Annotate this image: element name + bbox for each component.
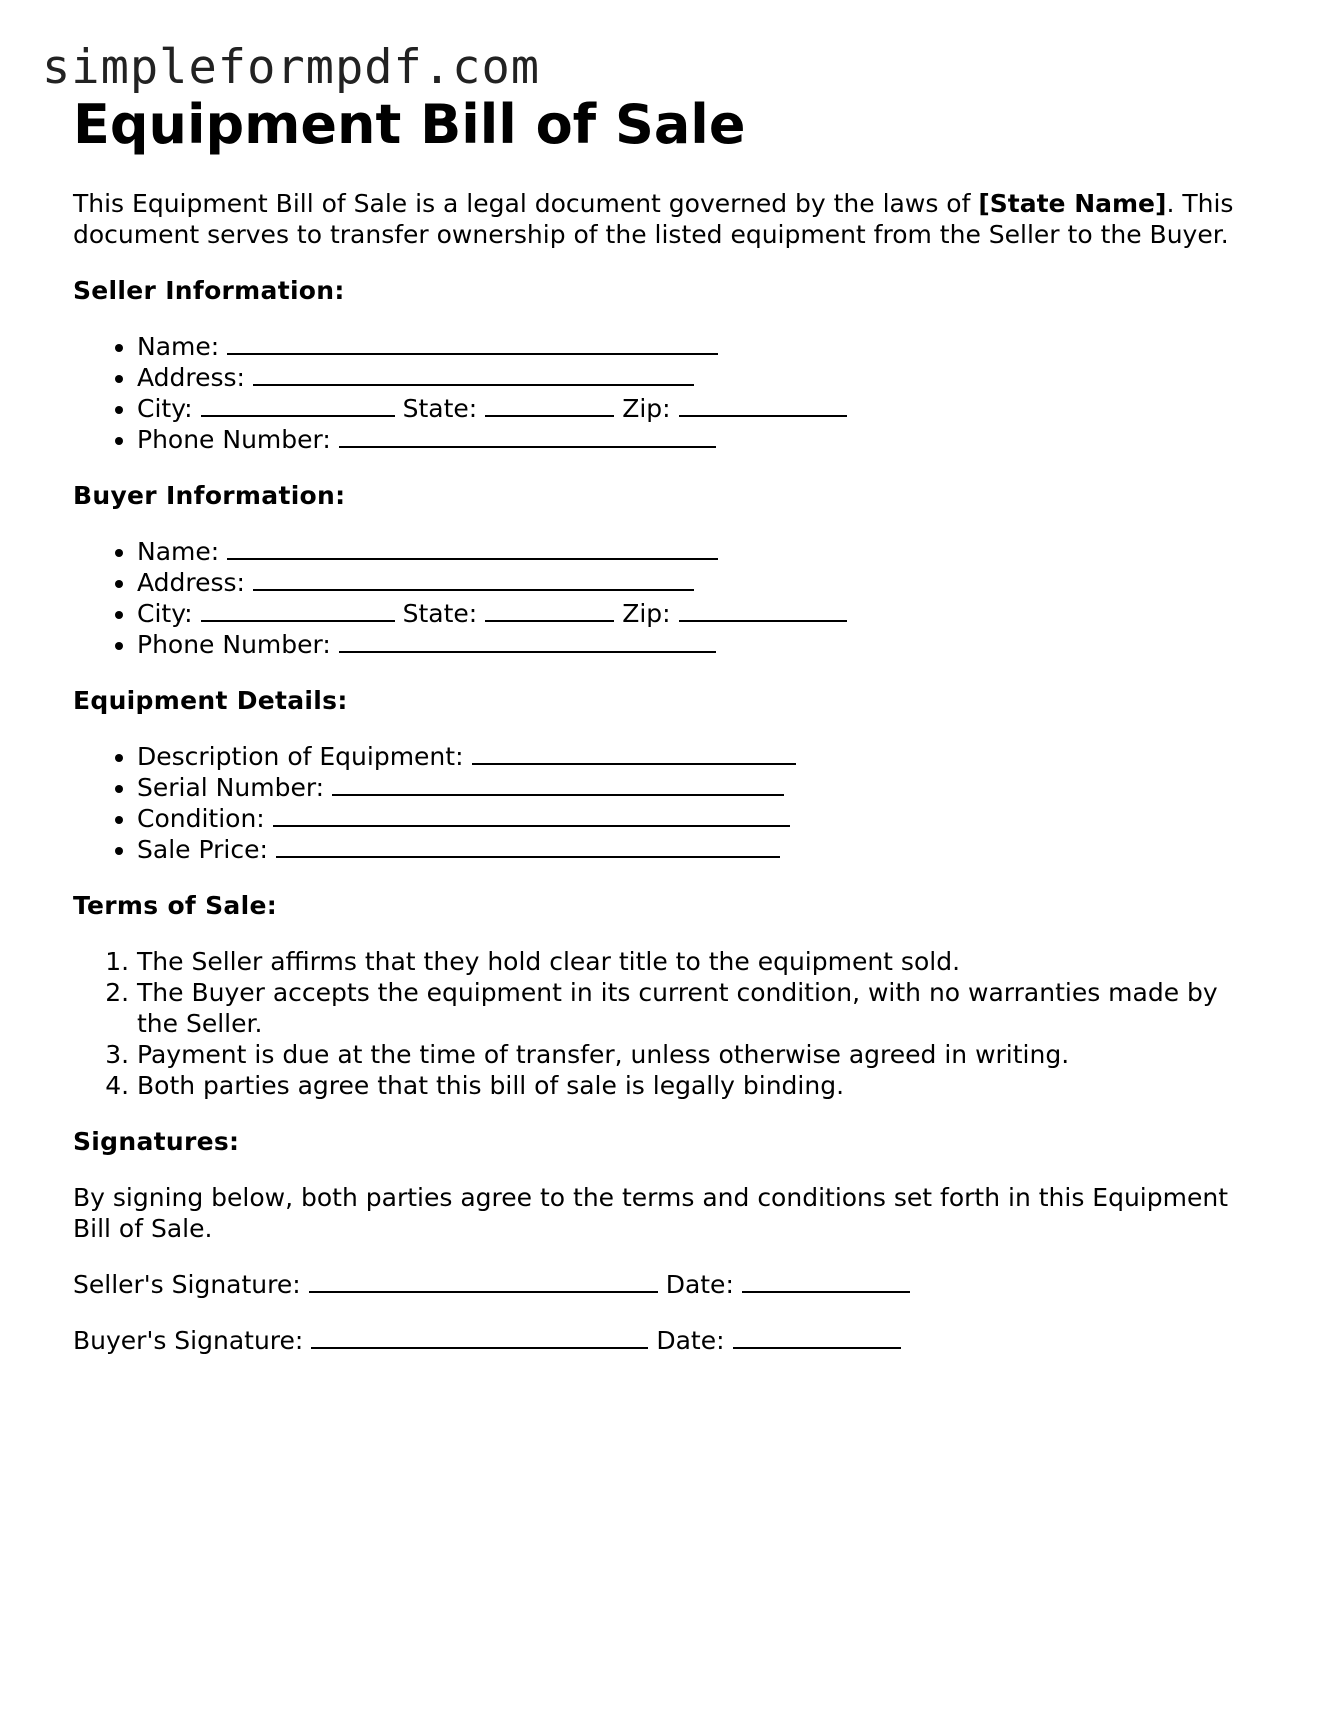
seller-zip-field[interactable] <box>679 393 847 417</box>
equipment-fields <box>73 741 1253 865</box>
seller-city-item <box>137 393 1253 424</box>
equipment-condition-item <box>137 803 1253 834</box>
seller-name-field[interactable] <box>227 331 718 355</box>
intro-text-end: . This document serves to transfer ownership of the listed equipment from the Seller to the Buyer. <box>73 189 1234 249</box>
seller-city-label: City: <box>137 394 193 423</box>
buyer-phone-label: Phone Number: <box>137 630 331 659</box>
buyer-signature-field[interactable] <box>311 1325 648 1349</box>
buyer-name-item <box>137 536 1253 567</box>
intro-text-start: This Equipment Bill of Sale is a legal document governed by the laws of <box>73 189 979 218</box>
seller-signature-field[interactable] <box>309 1269 658 1293</box>
equipment-price-field[interactable] <box>276 834 780 858</box>
seller-date-field[interactable] <box>742 1269 910 1293</box>
terms-item: 1. The Seller affirms that they hold clear title to the equipment sold. <box>137 946 1253 977</box>
buyer-date-field[interactable] <box>733 1325 901 1349</box>
buyer-phone-field[interactable] <box>339 629 716 653</box>
equipment-serial-label: Serial Number: <box>137 773 325 802</box>
seller-heading: Seller Information: <box>73 276 345 305</box>
signatures-heading: Signatures: <box>73 1127 240 1156</box>
equipment-serial-item <box>137 772 1253 803</box>
terms-item: 4. Both parties agree that this bill of sale is legally binding. <box>137 1070 1253 1101</box>
seller-name-label: Name: <box>137 332 220 361</box>
buyer-fields <box>73 536 1253 660</box>
buyer-city-label: City: <box>137 599 193 628</box>
state-name-placeholder: [State Name] <box>978 189 1167 218</box>
page-title: Equipment Bill of Sale <box>73 93 746 156</box>
signature-lines <box>73 1269 1253 1356</box>
buyer-heading: Buyer Information: <box>73 481 346 510</box>
terms-item: 2. The Buyer accepts the equipment in its current condition, with no warranties made by the Seller. <box>137 977 1253 1039</box>
document-body <box>73 92 1253 1356</box>
seller-signature-row <box>73 1269 1253 1300</box>
signatures-statement: By signing below, both parties agree to the terms and conditions set forth in this Equipment Bill of Sale. <box>73 1183 1229 1243</box>
seller-date-label: Date: <box>665 1270 734 1299</box>
seller-phone-label: Phone Number: <box>137 425 331 454</box>
buyer-address-field[interactable] <box>253 567 694 591</box>
seller-phone-field[interactable] <box>339 424 716 448</box>
intro-paragraph <box>73 188 1253 250</box>
equipment-serial-field[interactable] <box>332 772 784 796</box>
buyer-date-label: Date: <box>656 1326 725 1355</box>
seller-address-field[interactable] <box>253 362 694 386</box>
equipment-description-item <box>137 741 1253 772</box>
watermark-text: simpleformpdf.com <box>42 40 541 95</box>
seller-state-field[interactable] <box>485 393 614 417</box>
seller-zip-label: Zip: <box>622 394 671 423</box>
seller-state-label: State: <box>402 394 478 423</box>
buyer-signature-label: Buyer's Signature: <box>73 1326 304 1355</box>
seller-phone-item <box>137 424 1253 455</box>
buyer-name-field[interactable] <box>227 536 718 560</box>
seller-fields <box>73 331 1253 455</box>
terms-heading: Terms of Sale: <box>73 891 278 920</box>
buyer-phone-item <box>137 629 1253 660</box>
buyer-city-field[interactable] <box>201 598 395 622</box>
equipment-condition-field[interactable] <box>273 803 790 827</box>
buyer-state-field[interactable] <box>485 598 614 622</box>
buyer-signature-row <box>73 1325 1253 1356</box>
buyer-address-item <box>137 567 1253 598</box>
equipment-description-label: Description of Equipment: <box>137 742 464 771</box>
seller-city-field[interactable] <box>201 393 395 417</box>
seller-name-item <box>137 331 1253 362</box>
buyer-name-label: Name: <box>137 537 220 566</box>
buyer-city-item <box>137 598 1253 629</box>
buyer-state-label: State: <box>402 599 478 628</box>
equipment-price-label: Sale Price: <box>137 835 268 864</box>
equipment-description-field[interactable] <box>472 741 796 765</box>
buyer-address-label: Address: <box>137 568 245 597</box>
equipment-price-item <box>137 834 1253 865</box>
buyer-zip-label: Zip: <box>622 599 671 628</box>
terms-item: 3. Payment is due at the time of transfer, unless otherwise agreed in writing. <box>137 1039 1253 1070</box>
terms-list <box>73 946 1253 1101</box>
seller-signature-label: Seller's Signature: <box>73 1270 301 1299</box>
equipment-condition-label: Condition: <box>137 804 265 833</box>
seller-address-item <box>137 362 1253 393</box>
buyer-zip-field[interactable] <box>679 598 847 622</box>
equipment-heading: Equipment Details: <box>73 686 348 715</box>
seller-address-label: Address: <box>137 363 245 392</box>
